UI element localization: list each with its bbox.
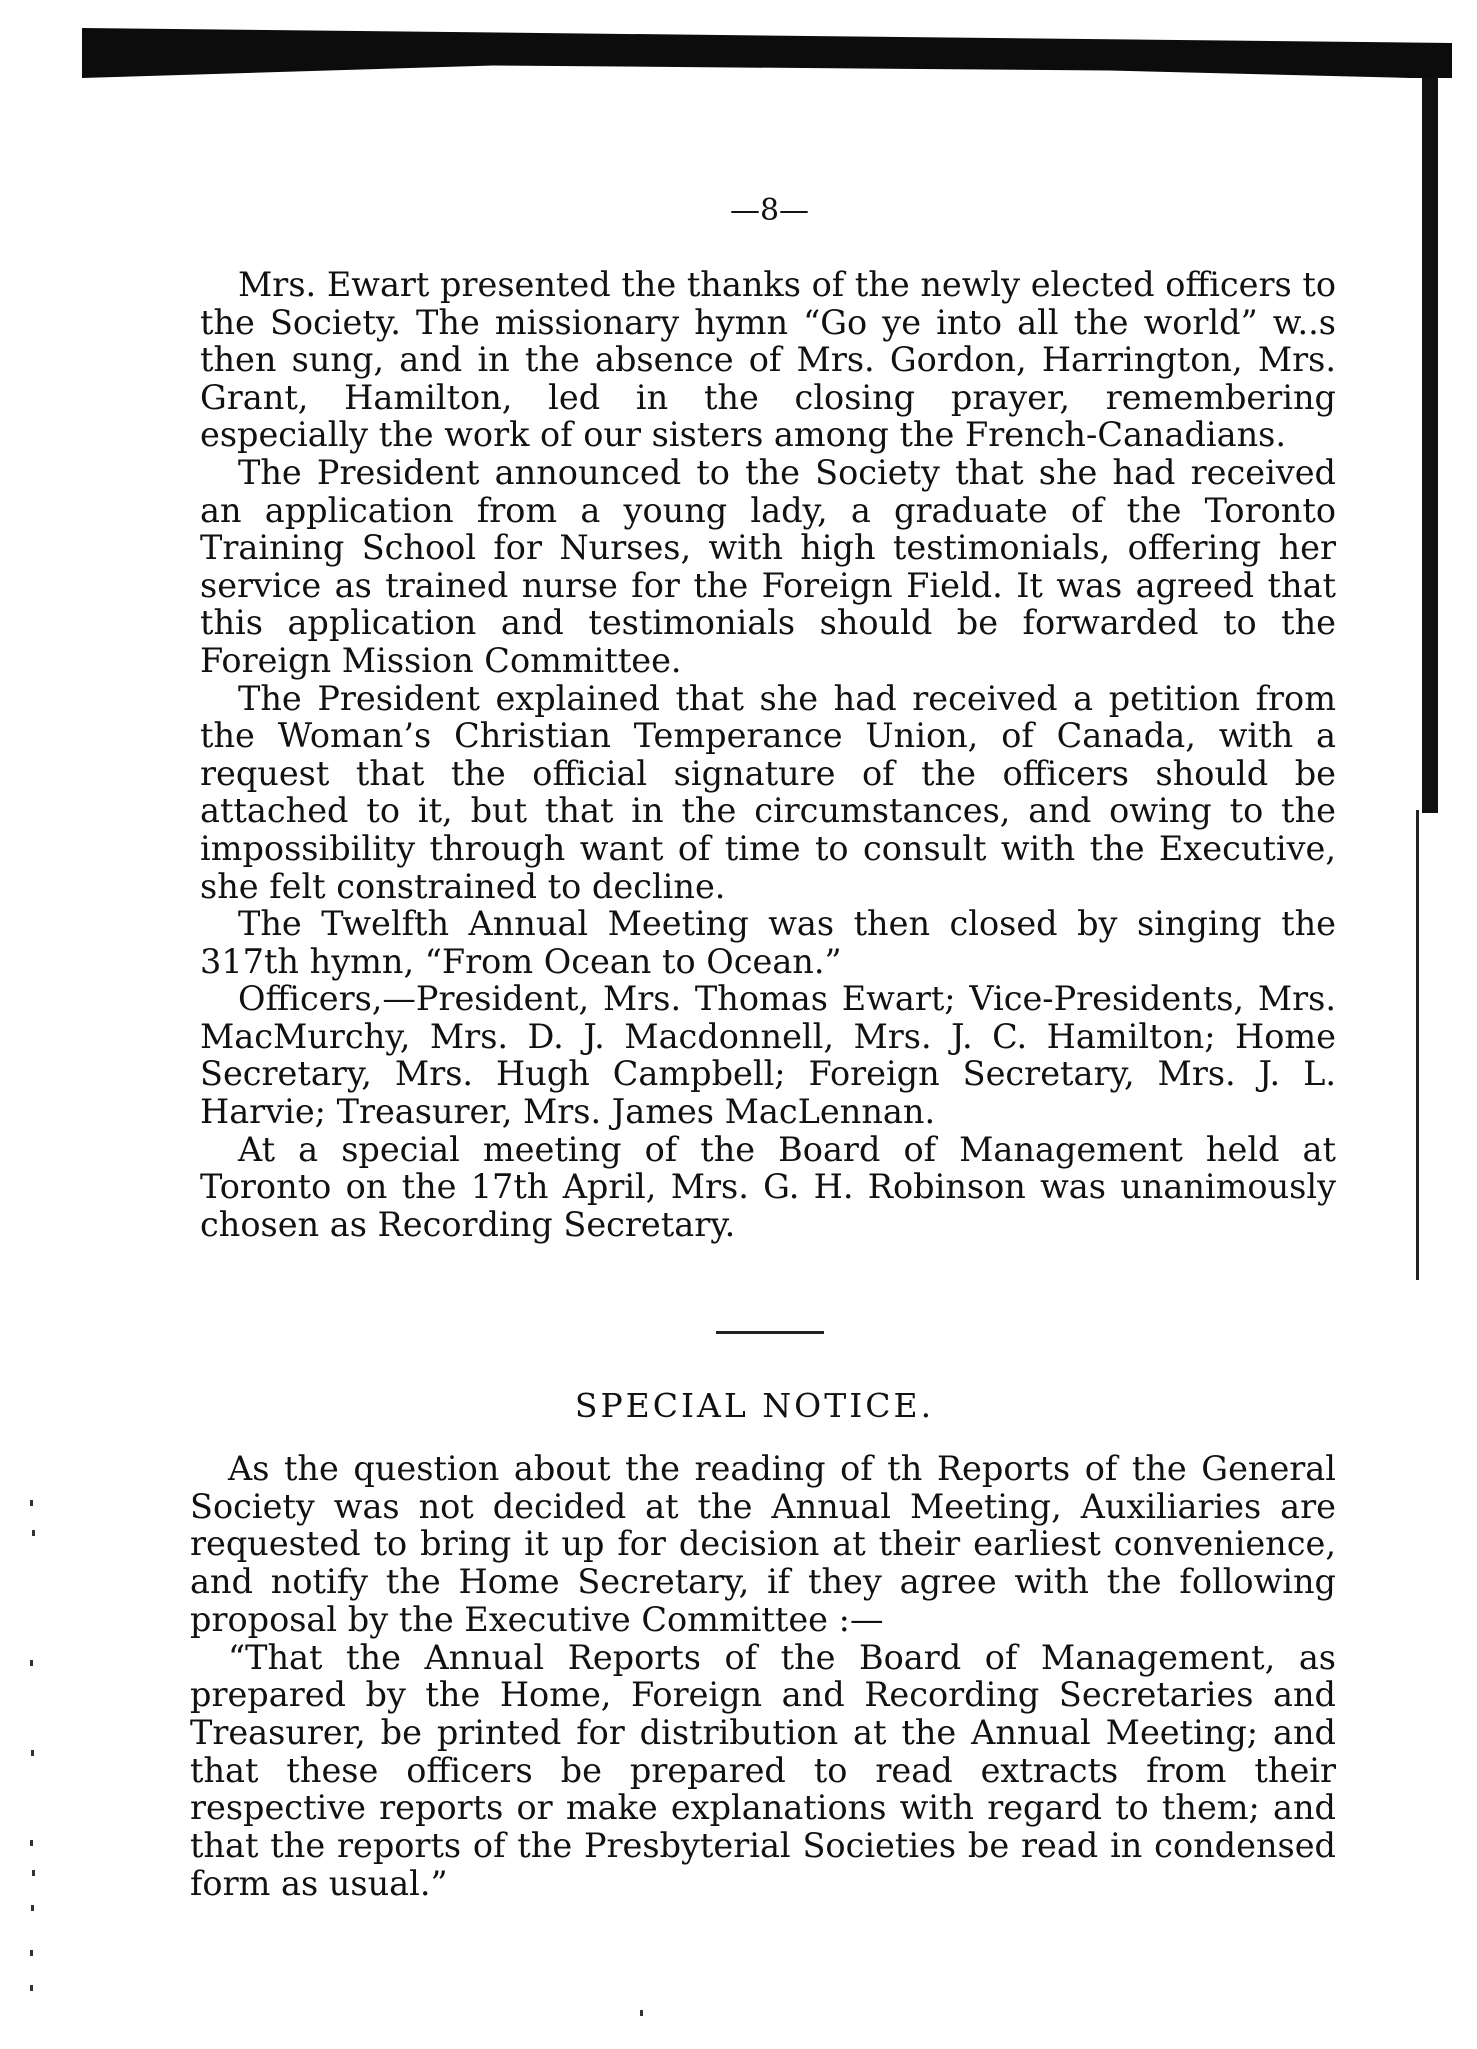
scan-speck [640, 2010, 643, 2016]
scan-border-right [1422, 78, 1438, 813]
section-divider [716, 1331, 824, 1334]
minutes-section [200, 266, 1336, 1243]
scan-speck [30, 1660, 33, 1666]
scan-speck [31, 1905, 34, 1911]
scan-border-top [82, 28, 1452, 78]
scan-speck [32, 1870, 35, 1876]
scan-edge-line [1416, 810, 1419, 1280]
scan-speck [31, 1750, 34, 1756]
scan-speck [30, 1985, 33, 1991]
paragraph-recording-secretary: At a special meeting of the Board of Management held at Toronto on the 17th April, Mrs. G. H. Robinson was unanimously chosen as Recording Secretary. [200, 1129, 1336, 1244]
scan-speck [30, 1950, 33, 1956]
scan-speck [30, 1840, 33, 1846]
paragraph-notice-question: As the question about the reading of th Reports of the General Society was not decided at the Annual Meeting, Auxiliaries are requested to bring it up for decision at their earliest convenience, and notify the Home Secretary, if they agree with the following proposal by the Executive Committee :— [190, 1449, 1336, 1639]
special-notice-heading: SPECIAL NOTICE. [574, 1386, 935, 1425]
paragraph-closing-prayer: Mrs. Ewart presented the thanks of the newly elected officers to the Society. The missionary hymn “Go ye into all the world” w..s then sung, and in the absence of Mrs. Gordon, Harrington, Mrs. Grant, Hamilton, led in the closing prayer, remembering especially the work of our sisters among the French-Canadians. [200, 265, 1336, 455]
scan-speck [32, 1530, 35, 1536]
scan-speck [30, 1500, 33, 1506]
special-notice-section [190, 1450, 1336, 1902]
paragraph-officers-list: Officers,—President, Mrs. Thomas Ewart; Vice-Presidents, Mrs. MacMurchy, Mrs. D. J. Macdonnell, Mrs. J. C. Hamilton; Home Secretary, Mrs. Hugh Campbell; Foreign Secretary, Mrs. J. L. Harvie; Treasurer, Mrs. James MacLennan. [200, 979, 1336, 1132]
paragraph-wctu-petition: The President explained that she had received a petition from the Woman’s Christian Temperance Union, of Canada, with a request that the official signature of the officers should be attached to it, but that in the circumstances, and owing to the impossibility through want of time to consult with the Executive, she felt constrained to decline. [200, 678, 1336, 906]
page-number: —8— [729, 193, 810, 228]
paragraph-nurse-application: The President announced to the Society that she had received an application from a young lady, a graduate of the Toronto Training School for Nurses, with high testimonials, offering her service as trained nurse for the Foreign Field. It was agreed that this application and testimonials should be forwarded to the Foreign Mission Committee. [200, 452, 1336, 680]
paragraph-notice-proposal: “That the Annual Reports of the Board of Management, as prepared by the Home, Foreign and Recording Secretaries and Treasurer, be printed for distribution at the Annual Meeting; and that these officers be prepared to read extracts from their respective reports or make explanations with regard to them; and that the reports of the Presbyterial Societies be read in condensed form as usual.” [190, 1637, 1336, 1903]
paragraph-meeting-closed: The Twelfth Annual Meeting was then closed by singing the 317th hymn, “From Ocean to Ocean.” [200, 904, 1336, 981]
